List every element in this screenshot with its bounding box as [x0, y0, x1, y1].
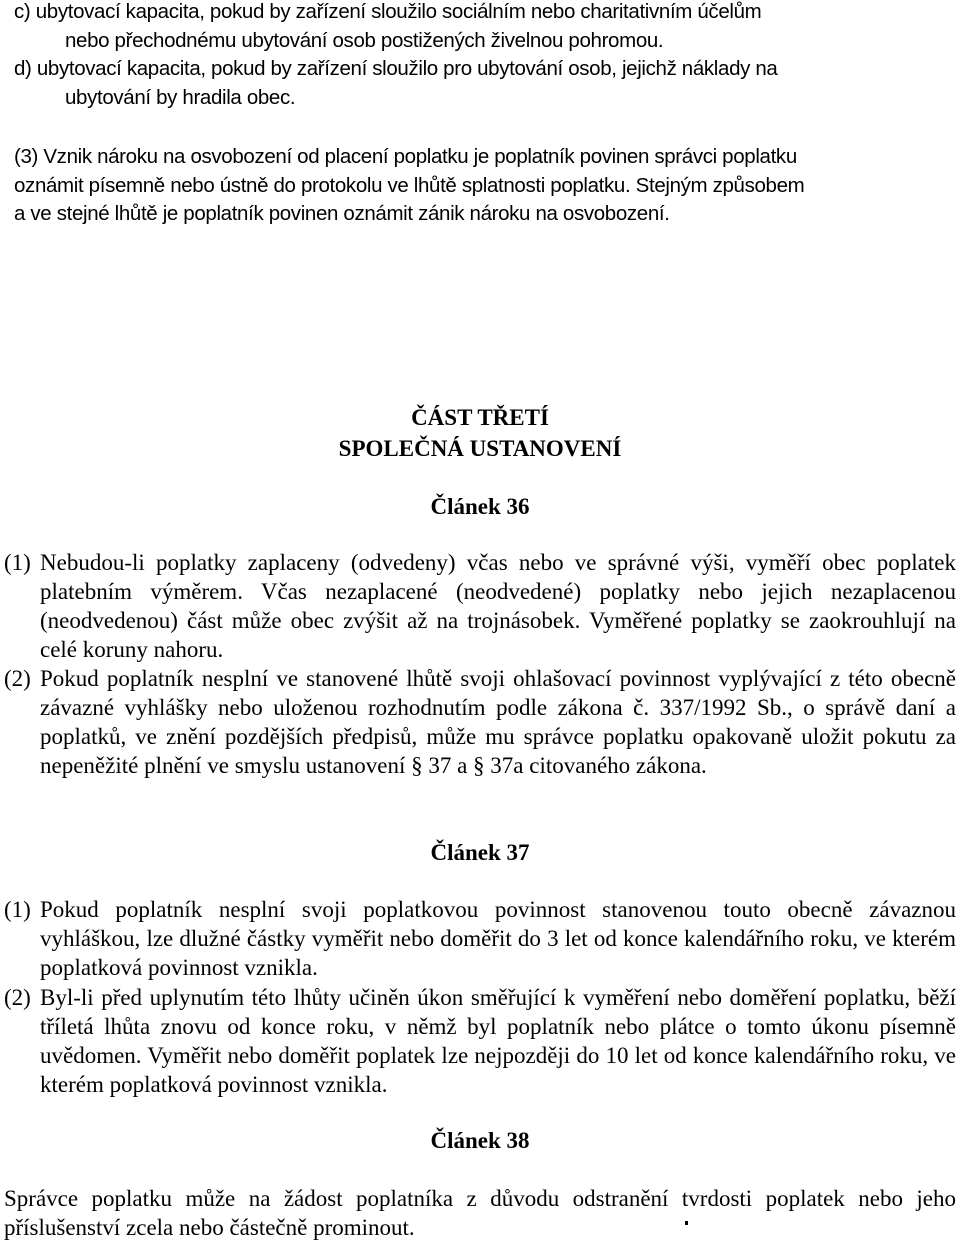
paragraph-3-line1: (3) Vznik nároku na osvobození od placení poplatku je poplatník povinen správci poplatku [14, 145, 797, 168]
item-d-line1: d) ubytovací kapacita, pokud by zařízení sloužilo pro ubytování osob, jejichž náklady na [14, 57, 778, 80]
paragraph-text: Byl-li před uplynutím této lhůty učiněn úkon směřující k vyměření nebo doměření poplatku, běží tříletá lhůta znovu od konce roku, v němž byl poplatník nebo plátce o tomto úkonu písemně uvědomen. Vyměřit nebo doměřit poplatek lze nejpozději do 10 let od konce kalendářního roku, ve kterém poplatková povinnost vznikla. [40, 985, 956, 1097]
paragraph-3-line2: oznámit písemně nebo ústně do protokolu ve lhůtě splatnosti poplatku. Stejným způsobem [14, 173, 805, 197]
paragraph-number: (1) [4, 550, 31, 575]
item-c [14, 0, 954, 55]
article-38-heading: Článek 38 [430, 1128, 530, 1153]
item-c-line2: nebo přechodnému ubytování osob postižených živelnou pohromou. [65, 28, 664, 52]
stray-mark [685, 1221, 688, 1225]
item-d-line2: ubytování by hradila obec. [65, 85, 296, 109]
paragraph-3 [14, 143, 954, 229]
item-d [14, 55, 954, 112]
paragraph-text: Pokud poplatník nesplní ve stanovené lhůtě svoji ohlašovací povinnost vyplývající z této obecně závazné vyhlášky nebo uloženou rozhodnutím podle zákona č. 337/1992 Sb., o správě daní a poplatků, ve znění pozdějších předpisů, může mu správce poplatku opakovaně uložit pokutu za nepeněžité plnění ve smyslu ustanovení § 37 a § 37a citovaného zákona. [40, 666, 956, 778]
paragraph-text: Nebudou-li poplatky zaplaceny (odvedeny) včas nebo ve správné výši, vyměří obec poplatek platebním výměrem. Včas nezaplacené (neodvedené) poplatky nebo jejich nezaplacenou (neodvedenou) část může obec zvýšit až na trojnásobek. Vyměřené poplatky se zaokrouhlují na celé koruny nahoru. [40, 550, 956, 662]
paragraph-number: (1) [4, 897, 31, 922]
article-37-heading: Článek 37 [430, 840, 530, 865]
part-subtitle: SPOLEČNÁ USTANOVENÍ [338, 436, 622, 461]
article-37-paragraph-1 [4, 895, 956, 982]
paragraph-text: Pokud poplatník nesplní svoji poplatkovou povinnost stanovenou touto obecně závaznou vyhláškou, lze dlužné částky vyměřit nebo doměřit do 3 let od konce kalendářního roku, ve kterém poplatková povinnost vznikla. [40, 897, 956, 980]
article-36-paragraph-2 [4, 664, 956, 809]
paragraph-number: (2) [4, 666, 31, 691]
article-36-paragraph-1 [4, 548, 956, 664]
part-title: ČÁST TŘETÍ [411, 405, 549, 430]
item-c-line1: c) ubytovací kapacita, pokud by zařízení sloužilo sociálním nebo charitativním účelům [14, 0, 762, 23]
paragraph-3-line3: a ve stejné lhůtě je poplatník povinen oznámit zánik nároku na osvobození. [14, 202, 670, 225]
article-36-heading: Článek 36 [430, 494, 530, 519]
article-37-paragraph-2 [4, 983, 956, 1099]
paragraph-number: (2) [4, 985, 31, 1010]
article-38-text: Správce poplatku může na žádost poplatníka z důvodu odstranění tvrdosti poplatek nebo jeho příslušenství zcela nebo částečně prominout. [4, 1186, 956, 1240]
